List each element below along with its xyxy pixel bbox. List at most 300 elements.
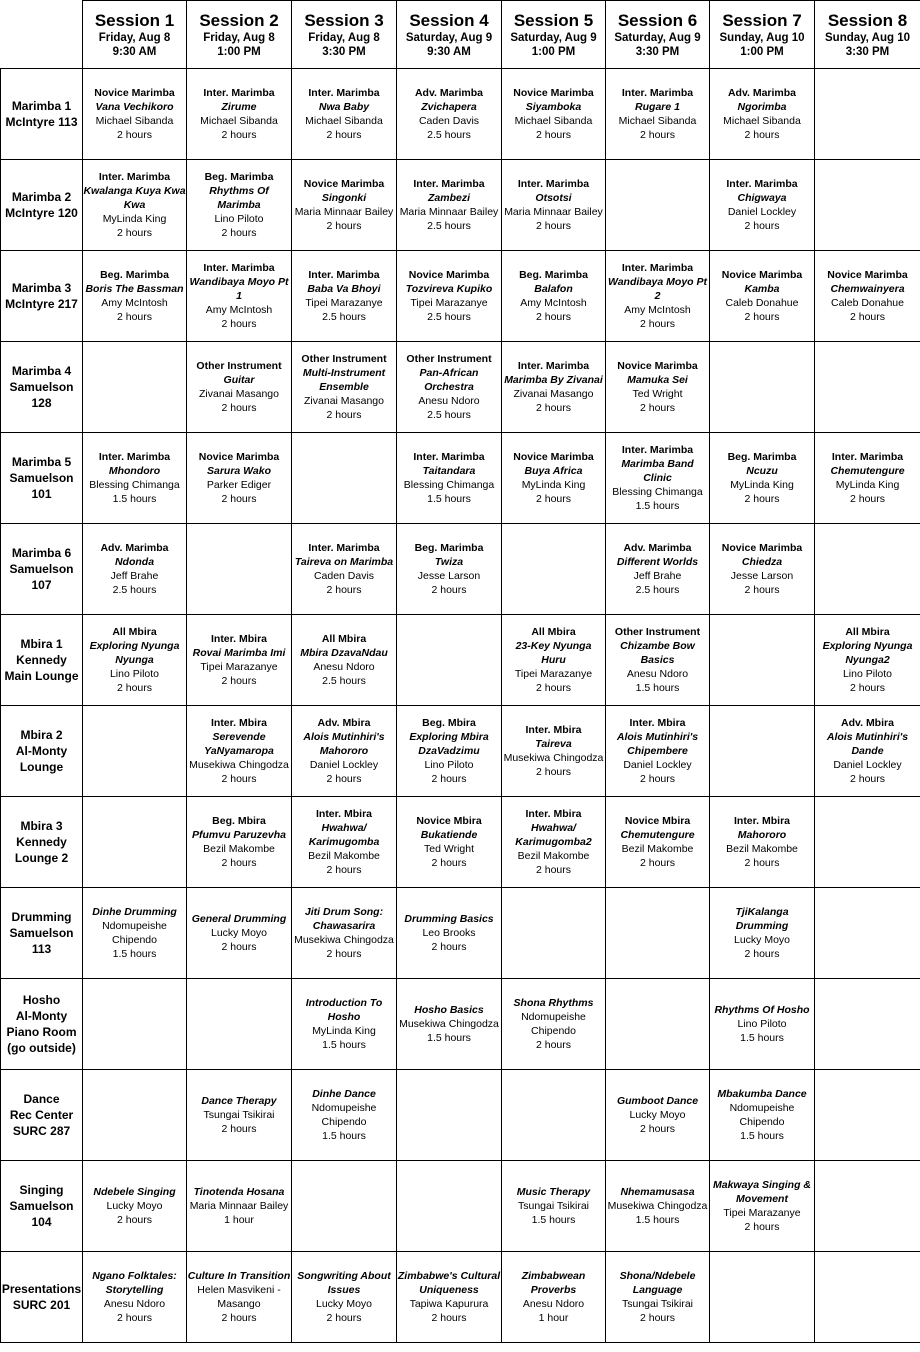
session-header xyxy=(815,1,920,69)
class-cell xyxy=(187,615,292,706)
class-duration: 2 hours xyxy=(326,220,362,232)
session-day: Sunday, Aug 10 xyxy=(825,31,910,44)
class-duration: 2.5 hours xyxy=(427,129,471,141)
room-label xyxy=(1,524,83,615)
class-cell xyxy=(83,1161,187,1252)
empty-cell xyxy=(397,1070,502,1161)
class-teacher: MyLinda King xyxy=(730,479,794,491)
class-cell xyxy=(815,433,920,524)
class-cell xyxy=(187,797,292,888)
class-level: All Mbira xyxy=(845,626,890,638)
class-level: Inter. Marimba xyxy=(413,178,485,190)
class-title: Ncuzu xyxy=(746,465,778,477)
corner-cell xyxy=(1,1,83,69)
class-title: Chemwainyera xyxy=(830,283,905,295)
class-duration: 2 hours xyxy=(535,402,572,414)
class-title: Exploring Nyunga Nyunga2 xyxy=(822,640,913,666)
room-row xyxy=(1,1070,920,1161)
empty-cell xyxy=(815,69,920,160)
class-title: Mamuka Sei xyxy=(627,374,688,386)
class-title: Mhondoro xyxy=(108,465,161,477)
room-label-line: Al-Monty xyxy=(15,1009,68,1023)
class-duration: 2 hours xyxy=(431,584,467,596)
class-duration: 2 hours xyxy=(431,773,467,785)
class-title: Hwahwa/ Karimugomba xyxy=(308,822,380,848)
class-title: Nwa Baby xyxy=(318,101,370,113)
class-cell xyxy=(292,615,397,706)
class-teacher: Jeff Brahe xyxy=(633,570,682,582)
session-name: Session 6 xyxy=(617,10,698,30)
class-duration: 1 hour xyxy=(224,1214,254,1226)
room-row xyxy=(1,615,920,706)
class-title: Zambezi xyxy=(427,192,470,204)
session-name: Session 2 xyxy=(199,10,279,30)
class-title: Rhythms Of Hosho xyxy=(714,1004,810,1016)
class-teacher: Amy McIntosh xyxy=(624,304,691,316)
class-title: Shona/Ndebele Language xyxy=(619,1270,696,1296)
class-title: Drumming Basics xyxy=(404,913,494,925)
class-duration: 2 hours xyxy=(639,318,676,330)
session-time: 9:30 AM xyxy=(427,45,471,58)
empty-cell xyxy=(606,888,710,979)
room-label xyxy=(1,706,83,797)
empty-cell xyxy=(815,797,920,888)
class-level: Beg. Marimba xyxy=(519,269,588,281)
class-cell xyxy=(606,1252,710,1343)
empty-cell xyxy=(606,160,710,251)
class-teacher: Michael Sibanda xyxy=(618,115,697,127)
empty-cell xyxy=(292,1161,397,1252)
class-teacher: Lucky Moyo xyxy=(106,1200,163,1212)
class-duration: 1.5 hours xyxy=(112,493,157,505)
class-duration: 2 hours xyxy=(535,129,572,141)
class-level: Inter. Marimba xyxy=(831,451,904,463)
empty-cell xyxy=(292,433,397,524)
class-teacher: Amy McIntosh xyxy=(205,304,273,316)
class-title: Sarura Wako xyxy=(207,465,271,477)
room-row xyxy=(1,797,920,888)
class-duration: 2 hours xyxy=(535,220,572,232)
class-cell xyxy=(187,251,292,342)
class-level: Novice Marimba xyxy=(513,451,594,463)
class-duration: 2 hours xyxy=(221,493,257,505)
class-duration: 2 hours xyxy=(849,773,886,785)
room-label-line: 104 xyxy=(31,1215,52,1229)
room-label-line: Marimba 2 xyxy=(11,190,72,204)
room-label-line: Presentations xyxy=(1,1282,82,1296)
room-label-line: SURC 201 xyxy=(12,1298,71,1312)
class-cell xyxy=(502,979,606,1070)
session-time: 3:30 PM xyxy=(635,45,680,58)
session-day: Sunday, Aug 10 xyxy=(719,31,805,44)
class-level: All Mbira xyxy=(321,633,367,645)
class-level: Novice Marimba xyxy=(721,269,803,281)
class-duration: 2 hours xyxy=(326,584,362,596)
class-duration: 2 hours xyxy=(326,129,362,141)
room-label-line: Marimba 3 xyxy=(11,281,72,295)
class-title: Makwaya Singing & Movement xyxy=(712,1179,812,1205)
class-cell xyxy=(397,160,502,251)
class-teacher: MyLinda King xyxy=(312,1025,376,1037)
class-cell xyxy=(710,797,815,888)
room-label-line: Main Lounge xyxy=(4,669,79,683)
class-title: Taireva on Marimba xyxy=(294,556,394,568)
class-teacher: Musekiwa Chingodza xyxy=(503,752,604,764)
class-duration: 2 hours xyxy=(639,129,676,141)
class-duration: 2 hours xyxy=(221,402,257,414)
class-teacher: Tsungai Tsikirai xyxy=(517,1200,589,1212)
class-duration: 1.5 hours xyxy=(427,493,471,505)
empty-cell xyxy=(606,979,710,1070)
room-row xyxy=(1,706,920,797)
room-label-line: Mbira 3 xyxy=(20,819,63,833)
class-teacher: Michael Sibanda xyxy=(514,115,593,127)
class-teacher: Maria Minnaar Bailey xyxy=(294,206,394,218)
class-level: Novice Marimba xyxy=(303,178,385,190)
room-label-line: Piano Room xyxy=(6,1025,77,1039)
class-teacher: Helen Masvikeni - Masango xyxy=(197,1284,281,1310)
class-teacher: Lucky Moyo xyxy=(315,1298,373,1310)
class-teacher: Zivanai Masango xyxy=(199,388,279,400)
class-level: Novice Mbira xyxy=(624,815,691,827)
class-teacher: Lucky Moyo xyxy=(210,927,268,939)
class-title: Different Worlds xyxy=(616,556,699,568)
class-title: 23-Key Nyunga Huru xyxy=(515,640,592,666)
session-header xyxy=(606,1,710,69)
class-title: Ngano Folktales: Storytelling xyxy=(92,1270,177,1296)
room-label-line: (go outside) xyxy=(7,1041,76,1055)
class-cell xyxy=(502,706,606,797)
class-cell xyxy=(292,251,397,342)
class-cell xyxy=(606,524,710,615)
class-level: All Mbira xyxy=(531,626,576,638)
class-title: Pan-African Orchestra xyxy=(419,367,479,393)
session-header xyxy=(397,1,502,69)
class-cell xyxy=(815,251,920,342)
class-cell xyxy=(292,524,397,615)
class-title: Ndebele Singing xyxy=(93,1186,176,1198)
class-teacher: MyLinda King xyxy=(835,479,900,491)
class-cell xyxy=(83,160,187,251)
class-level: Other Instrument xyxy=(301,353,387,365)
class-teacher: Daniel Lockley xyxy=(727,206,797,218)
class-level: Novice Marimba xyxy=(617,360,698,372)
room-label-line: Marimba 6 xyxy=(11,546,72,560)
empty-cell xyxy=(83,706,187,797)
class-duration: 2 hours xyxy=(116,311,153,323)
class-cell xyxy=(83,888,187,979)
class-cell xyxy=(606,342,710,433)
room-row xyxy=(1,342,920,433)
class-level: Novice Marimba xyxy=(94,87,175,99)
class-duration: 2 hours xyxy=(116,1312,153,1324)
class-duration: 2 hours xyxy=(326,1312,362,1324)
class-level: Beg. Marimba xyxy=(414,542,484,554)
class-title: Zvichapera xyxy=(421,101,477,113)
class-duration: 2 hours xyxy=(744,311,780,323)
class-cell xyxy=(292,706,397,797)
class-level: All Mbira xyxy=(112,626,157,638)
room-label-line: Al-Monty xyxy=(15,744,68,758)
class-cell xyxy=(502,342,606,433)
class-title: Gumboot Dance xyxy=(616,1095,699,1107)
class-cell xyxy=(83,615,187,706)
class-cell xyxy=(606,797,710,888)
class-cell xyxy=(83,433,187,524)
class-duration: 2.5 hours xyxy=(427,311,471,323)
class-level: Inter. Marimba xyxy=(726,178,798,190)
room-label-line: Marimba 4 xyxy=(11,364,72,378)
class-duration: 2 hours xyxy=(849,493,886,505)
room-label xyxy=(1,1161,83,1252)
class-title: Rugare 1 xyxy=(635,101,680,113)
class-teacher: Amy McIntosh xyxy=(520,297,587,309)
class-duration: 1.5 hours xyxy=(635,682,680,694)
class-teacher: Maria Minnaar Bailey xyxy=(189,1200,289,1212)
room-label-line: SURC 287 xyxy=(12,1124,71,1138)
session-header xyxy=(83,1,187,69)
room-label xyxy=(1,615,83,706)
class-title: Culture In Transition xyxy=(187,1270,291,1282)
class-cell xyxy=(292,1252,397,1343)
class-duration: 2 hours xyxy=(431,857,467,869)
schedule-body xyxy=(1,69,920,1343)
class-cell xyxy=(397,69,502,160)
class-teacher: Tipei Marazanye xyxy=(514,668,593,680)
class-level: Beg. Mbira xyxy=(422,717,476,729)
class-duration: 2 hours xyxy=(431,1312,467,1324)
class-title: Boris The Bassman xyxy=(85,283,184,295)
class-title: Ndonda xyxy=(114,556,155,568)
class-cell xyxy=(606,1161,710,1252)
class-cell xyxy=(397,979,502,1070)
class-duration: 2 hours xyxy=(326,864,362,876)
class-level: Adv. Marimba xyxy=(414,87,484,99)
empty-cell xyxy=(815,888,920,979)
class-teacher: Leo Brooks xyxy=(422,927,476,939)
empty-cell xyxy=(397,615,502,706)
class-title: Dinhe Drumming xyxy=(92,906,177,918)
room-row xyxy=(1,160,920,251)
class-title: Alois Mutinhiri's Chipembere xyxy=(616,731,699,757)
class-cell xyxy=(397,524,502,615)
room-label-line: 113 xyxy=(31,942,52,956)
room-row xyxy=(1,433,920,524)
room-label xyxy=(1,160,83,251)
class-teacher: Musekiwa Chingodza xyxy=(607,1200,708,1212)
class-duration: 2 hours xyxy=(744,129,780,141)
class-duration: 1.5 hours xyxy=(112,948,157,960)
class-level: Novice Marimba xyxy=(408,269,490,281)
empty-cell xyxy=(815,1070,920,1161)
session-header xyxy=(710,1,815,69)
class-teacher: Anesu Ndoro xyxy=(626,668,689,680)
class-title: Rhythms Of Marimba xyxy=(209,185,269,211)
empty-cell xyxy=(815,979,920,1070)
class-level: Adv. Marimba xyxy=(727,87,797,99)
session-time: 1:00 PM xyxy=(740,45,784,58)
class-level: Inter. Marimba xyxy=(98,171,171,183)
class-level: Novice Marimba xyxy=(827,269,908,281)
class-title: Zimbabwe's Cultural Uniqueness xyxy=(397,1270,501,1296)
room-row xyxy=(1,524,920,615)
class-title: Chemutengure xyxy=(830,465,905,477)
room-label xyxy=(1,797,83,888)
class-teacher: Blessing Chimanga xyxy=(89,479,180,491)
class-teacher: Tapiwa Kapurura xyxy=(409,1298,489,1310)
class-cell xyxy=(606,69,710,160)
session-time: 1:00 PM xyxy=(531,45,576,58)
class-teacher: Lino Piloto xyxy=(214,213,264,225)
room-row xyxy=(1,251,920,342)
class-teacher: Caleb Donahue xyxy=(725,297,799,309)
class-title: Jiti Drum Song: Chawasarira xyxy=(304,906,384,932)
class-cell xyxy=(187,1252,292,1343)
class-duration: 2.5 hours xyxy=(427,220,471,232)
class-cell xyxy=(502,1252,606,1343)
session-header xyxy=(187,1,292,69)
class-level: Inter. Marimba xyxy=(517,178,590,190)
class-cell xyxy=(606,1070,710,1161)
class-title: Guitar xyxy=(223,374,255,386)
class-teacher: Blessing Chimanga xyxy=(612,486,703,498)
room-label xyxy=(1,1252,83,1343)
class-teacher: Lino Piloto xyxy=(424,759,474,771)
class-level: Inter. Marimba xyxy=(517,360,590,372)
class-duration: 2 hours xyxy=(639,857,676,869)
class-duration: 1.5 hours xyxy=(322,1130,366,1142)
class-cell xyxy=(502,251,606,342)
class-title: Nhemamusasa xyxy=(620,1186,695,1198)
class-cell xyxy=(397,433,502,524)
class-level: Inter. Mbira xyxy=(210,633,267,645)
class-title: Wandibaya Moyo Pt 2 xyxy=(608,276,707,302)
class-teacher: Bezil Makombe xyxy=(517,850,590,862)
class-teacher: Musekiwa Chingodza xyxy=(189,759,289,771)
class-duration: 1.5 hours xyxy=(322,1039,366,1051)
class-level: Beg. Marimba xyxy=(100,269,169,281)
class-cell xyxy=(292,1070,397,1161)
class-duration: 2 hours xyxy=(431,941,467,953)
class-duration: 2 hours xyxy=(535,311,572,323)
room-label-line: Samuelson xyxy=(9,380,74,394)
class-level: Inter. Mbira xyxy=(629,717,686,729)
class-teacher: Maria Minnaar Bailey xyxy=(399,206,499,218)
class-cell xyxy=(187,433,292,524)
class-title: Mbira DzavaNdau xyxy=(300,647,388,659)
class-duration: 2 hours xyxy=(221,941,257,953)
class-duration: 2 hours xyxy=(116,1214,153,1226)
class-title: Hwahwa/ Karimugomba2 xyxy=(515,822,592,848)
class-duration: 2.5 hours xyxy=(322,675,366,687)
room-label-line: 107 xyxy=(31,578,52,592)
class-title: Marimba By Zivanai xyxy=(504,374,603,386)
class-cell xyxy=(815,615,920,706)
class-duration: 2 hours xyxy=(744,220,780,232)
class-cell xyxy=(606,615,710,706)
class-title: Kamba xyxy=(744,283,780,295)
session-name: Session 4 xyxy=(409,10,489,30)
class-level: Inter. Marimba xyxy=(621,444,694,456)
class-cell xyxy=(502,1161,606,1252)
class-cell xyxy=(397,797,502,888)
class-level: Inter. Mbira xyxy=(733,815,790,827)
class-title: Music Therapy xyxy=(516,1186,591,1198)
class-title: Mbakumba Dance xyxy=(717,1088,807,1100)
class-teacher: Ted Wright xyxy=(424,843,474,855)
class-duration: 2 hours xyxy=(116,129,153,141)
class-duration: 2 hours xyxy=(639,773,676,785)
class-teacher: Tipei Marazanye xyxy=(723,1207,801,1219)
class-teacher: Anesu Ndoro xyxy=(103,1298,166,1310)
class-title: Zirume xyxy=(221,101,257,113)
class-duration: 2 hours xyxy=(744,1221,780,1233)
class-teacher: Tipei Marazanye xyxy=(305,297,383,309)
room-row xyxy=(1,888,920,979)
class-teacher: MyLinda King xyxy=(102,213,167,225)
class-title: Shona Rhythms xyxy=(513,997,594,1009)
class-duration: 1.5 hours xyxy=(531,1214,576,1226)
class-teacher: Blessing Chimanga xyxy=(403,479,495,491)
class-title: Bukatiende xyxy=(420,829,478,841)
class-teacher: Jesse Larson xyxy=(417,570,481,582)
class-duration: 1.5 hours xyxy=(635,1214,680,1226)
class-cell xyxy=(397,706,502,797)
room-label-line: Mbira 2 xyxy=(20,728,63,742)
room-label-line: Lounge xyxy=(19,760,64,774)
class-teacher: Ndomupeishe Chipendo xyxy=(729,1102,795,1128)
class-title: Pfumvu Paruzevha xyxy=(192,829,286,841)
class-teacher: Michael Sibanda xyxy=(305,115,383,127)
class-title: Vana Vechikoro xyxy=(95,101,174,113)
class-duration: 2 hours xyxy=(849,682,886,694)
class-duration: 2 hours xyxy=(221,773,257,785)
room-row xyxy=(1,1252,920,1343)
class-level: Adv. Marimba xyxy=(100,542,169,554)
class-teacher: Lucky Moyo xyxy=(629,1109,686,1121)
room-label xyxy=(1,69,83,160)
class-title: General Drumming xyxy=(191,913,287,925)
room-row xyxy=(1,979,920,1070)
class-cell xyxy=(397,888,502,979)
class-cell xyxy=(292,69,397,160)
session-day: Saturday, Aug 9 xyxy=(405,31,493,44)
class-level: Inter. Marimba xyxy=(308,87,380,99)
room-row xyxy=(1,69,920,160)
class-teacher: Daniel Lockley xyxy=(309,759,379,771)
empty-cell xyxy=(502,888,606,979)
class-teacher: Ndomupeishe Chipendo xyxy=(102,920,167,946)
class-level: Novice Marimba xyxy=(721,542,803,554)
class-level: Inter. Mbira xyxy=(525,724,582,736)
class-level: Inter. Marimba xyxy=(621,262,694,274)
class-duration: 2.5 hours xyxy=(322,311,366,323)
class-teacher: Michael Sibanda xyxy=(723,115,801,127)
session-day: Saturday, Aug 9 xyxy=(510,31,597,44)
class-teacher: Anesu Ndoro xyxy=(522,1298,585,1310)
room-label xyxy=(1,433,83,524)
class-teacher: Ted Wright xyxy=(632,388,683,400)
class-title: Tinotenda Hosana xyxy=(193,1186,285,1198)
class-teacher: Bezil Makombe xyxy=(308,850,380,862)
class-teacher: Amy McIntosh xyxy=(101,297,168,309)
class-teacher: Jeff Brahe xyxy=(110,570,159,582)
empty-cell xyxy=(83,979,187,1070)
class-title: Rovai Marimba Imi xyxy=(192,647,286,659)
room-label-line: Lounge 2 xyxy=(14,851,69,865)
class-cell xyxy=(187,888,292,979)
room-label-line: Hosho xyxy=(22,993,61,1007)
